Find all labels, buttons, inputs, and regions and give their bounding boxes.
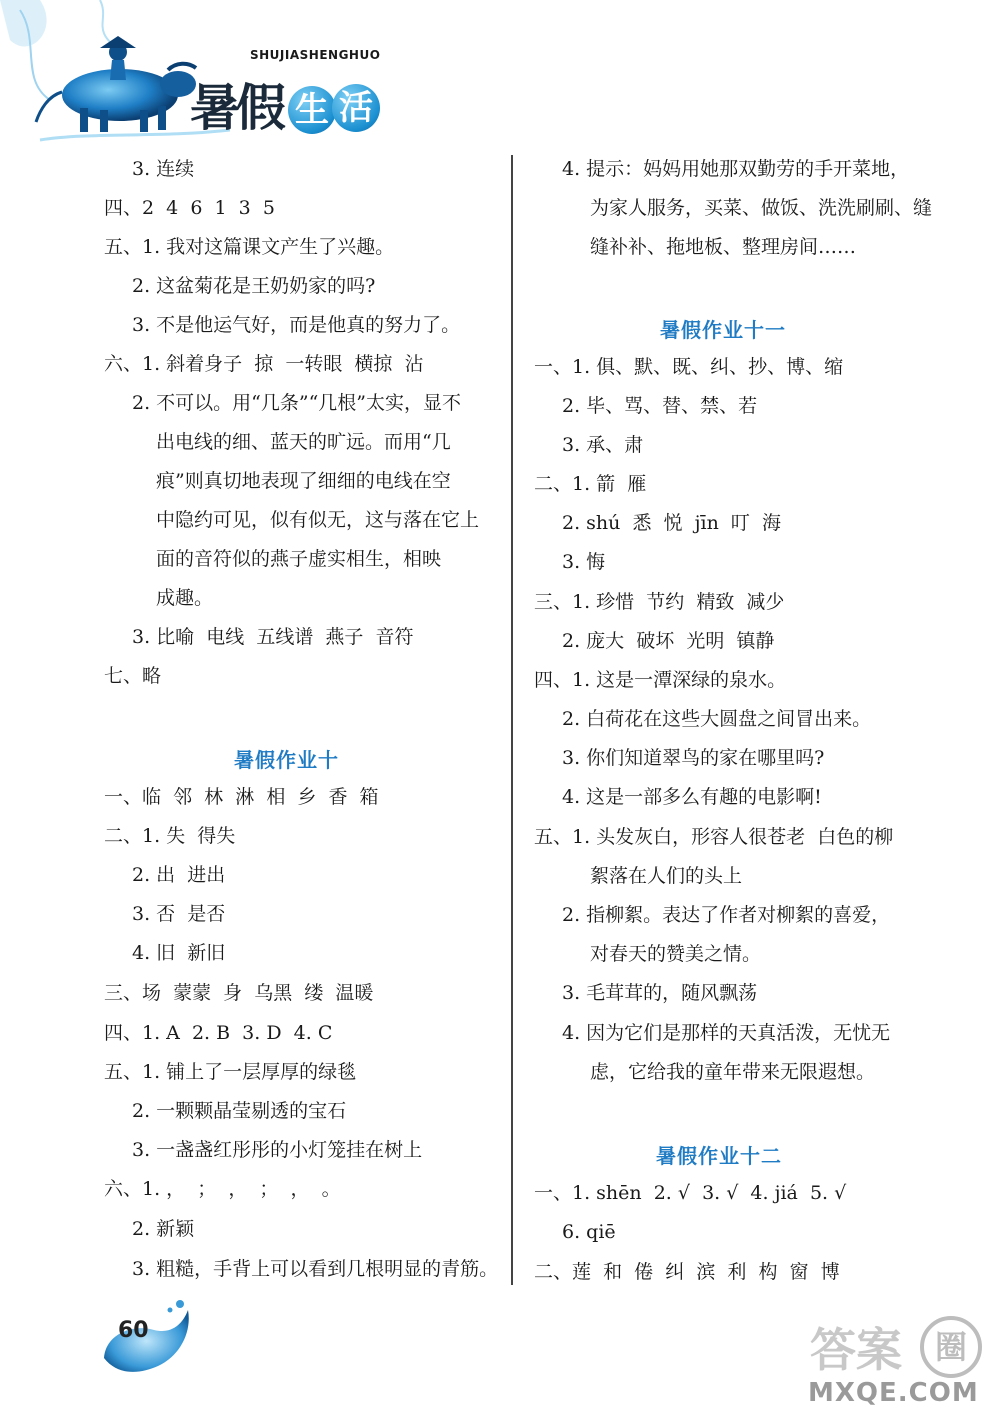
- answer-line: 成趣。: [156, 587, 214, 609]
- answer-line: 3. 粗糙，手背上可以看到几根明显的青筋。: [132, 1258, 499, 1280]
- answer-line: 4. 这是一部多么有趣的电影啊!: [562, 786, 822, 808]
- answer-line: 五、1. 我对这篇课文产生了兴趣。: [104, 236, 395, 258]
- answer-line: 四、1. 这是一潭深绿的泉水。: [534, 669, 787, 691]
- title-char-sheng: 生: [288, 86, 336, 134]
- answer-line: 2. 这盆菊花是王奶奶家的吗?: [132, 275, 376, 297]
- answer-line: 4. 旧 新旧: [132, 942, 226, 964]
- page-number-badge: [96, 1296, 196, 1386]
- answer-line: 二、1. 箭 雁: [534, 473, 647, 495]
- answer-line: 2. 白荷花在这些大圆盘之间冒出来。: [562, 708, 872, 730]
- answer-line: 中隐约可见，似有似无，这与落在它上: [156, 509, 480, 531]
- title-char-huo: 活: [332, 84, 380, 132]
- answer-line: 4. 提示：妈妈用她那双勤劳的手开菜地，: [562, 158, 910, 180]
- answer-line: 六、1. ， ； ， ； ， 。: [104, 1178, 341, 1200]
- answer-line: 缝补补、拖地板、整理房间……: [590, 236, 857, 258]
- column-divider: [511, 155, 513, 1285]
- title-text: 暑假: [190, 78, 282, 137]
- section-title-homework-10: 暑假作业十: [234, 748, 339, 772]
- answer-line: 3. 连续: [132, 158, 195, 180]
- answer-line: 6. qiē: [562, 1221, 616, 1243]
- answer-line: 2. 不可以。用“几条”“几根”太实，显不: [132, 392, 462, 414]
- answer-line: 3. 否 是否: [132, 903, 226, 925]
- section-title-homework-12: 暑假作业十二: [656, 1144, 782, 1168]
- answer-line: 二、1. 失 得失: [104, 825, 236, 847]
- answer-line: 为家人服务，买菜、做饭、洗洗刷刷、缝: [590, 197, 933, 219]
- answer-line: 2. 一颗颗晶莹剔透的宝石: [132, 1100, 347, 1122]
- page-header: [0, 0, 420, 150]
- watermark: [790, 1310, 990, 1415]
- watermark-char: 圈: [934, 1328, 967, 1366]
- answer-line: 一、1. shēn 2. √ 3. √ 4. jiá 5. √: [534, 1182, 847, 1204]
- answer-line: 2. 新颖: [132, 1218, 195, 1240]
- answer-line: 对春天的赞美之情。: [590, 943, 762, 965]
- answer-line: 2. 毕、骂、替、禁、若: [562, 395, 758, 417]
- answer-line: 3. 你们知道翠鸟的家在哪里吗?: [562, 747, 825, 769]
- answer-line: 2. 出 进出: [132, 864, 226, 886]
- answer-line: 三、1. 珍惜 节约 精致 减少: [534, 591, 785, 613]
- answer-line: 3. 比喻 电线 五线谱 燕子 音符: [132, 626, 414, 648]
- answer-line: 一、1. 俱、默、既、纠、抄、博、缩: [534, 356, 844, 378]
- answer-line: 五、1. 头发灰白，形容人很苍老 白色的柳: [534, 826, 894, 848]
- answer-line: 痕”则真切地表现了细细的电线在空: [156, 470, 451, 492]
- answer-line: 3. 承、肃: [562, 434, 644, 456]
- answer-line: 絮落在人们的头上: [590, 865, 743, 887]
- answer-line: 2. 指柳絮。表达了作者对柳絮的喜爱，: [562, 904, 891, 926]
- answer-line: 3. 一盏盏红彤彤的小灯笼挂在树上: [132, 1139, 423, 1161]
- answer-line: 3. 不是他运气好，而是他真的努力了。: [132, 314, 461, 336]
- answer-line: 面的音符似的燕子虚实相生，相映: [156, 548, 442, 570]
- answer-line: 三、场 蒙蒙 身 乌黑 缕 温暖: [104, 982, 374, 1004]
- answer-line: 虑，它给我的童年带来无限遐想。: [590, 1061, 876, 1083]
- answer-line: 二、莲 和 倦 纠 滨 利 构 窗 博: [534, 1261, 840, 1283]
- answer-line: 四、1. A 2. B 3. D 4. C: [104, 1022, 333, 1044]
- answer-line: 3. 毛茸茸的，随风飘荡: [562, 982, 758, 1004]
- watermark-url: MXQE.COM: [808, 1378, 979, 1408]
- answer-line: 2. shú 悉 悦 jīn 叮 海: [562, 512, 781, 534]
- watermark-circle: [920, 1316, 982, 1378]
- answer-line: 一、临 邻 林 淋 相 乡 香 箱: [104, 786, 379, 808]
- answer-line: 六、1. 斜着身子 掠 一转眼 横掠 沾: [104, 353, 424, 375]
- page-number: 60: [118, 1318, 149, 1343]
- watermark-text: 答案: [810, 1323, 902, 1377]
- answer-line: 五、1. 铺上了一层厚厚的绿毯: [104, 1061, 357, 1083]
- section-title-homework-11: 暑假作业十一: [660, 318, 786, 342]
- title-pinyin: SHUJIASHENGHUO: [250, 48, 381, 62]
- answer-line: 3. 悔: [562, 551, 606, 573]
- answer-line: 四、2 4 6 1 3 5: [104, 197, 275, 219]
- answer-line: 2. 庞大 破坏 光明 镇静: [562, 630, 775, 652]
- answer-line: 4. 因为它们是那样的天真活泼，无忧无: [562, 1022, 891, 1044]
- answer-line: 七、略: [104, 665, 162, 687]
- answer-line: 出电线的细、蓝天的旷远。而用“几: [156, 431, 451, 453]
